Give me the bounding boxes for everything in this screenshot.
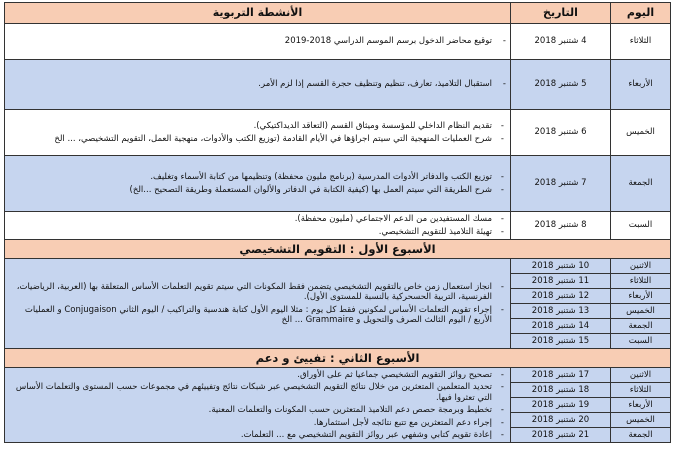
row-date: 15 شتنبر 2018 [511,334,611,349]
row-date: 10 شتنبر 2018 [511,259,611,274]
row-day: الجمعة [611,156,671,212]
week2-activities [5,368,511,443]
row-date: 6 شتنبر 2018 [511,110,611,156]
activity-item: - شرح العمليات المنهجية التي سيتم اجراؤها في الأيام القادمة (توزيع الكتب والأدوات، منهجية العمل، التقويم التشخيصي، ... الخ [9,133,492,146]
row-day: الخميس [611,413,671,428]
activity-item: - إجراء تقويم التعلمات الأساس لمكونين فقط كل يوم : مثلا اليوم الأول كتابة هندسية والتراكيب / اليوم الثاني Conjugaison و العمليات الأربع / اليوم الثالث الصرف والتحويل و Grammaire ... الخ [9,304,492,327]
row-day: السبت [611,334,671,349]
header-day: اليوم [611,3,671,24]
row-date: 21 شتنبر 2018 [511,428,611,443]
row-day: الخميس [611,304,671,319]
activity-item: - تهيئة التلاميذ للتقويم التشخيصي. [9,226,492,239]
row-date: 14 شتنبر 2018 [511,319,611,334]
row-date: 5 شتنبر 2018 [511,60,611,110]
row-date: 18 شتنبر 2018 [511,383,611,398]
row-day: الاثنين [611,259,671,274]
activity-item: - استقبال التلاميذ، تعارف، تنظيم وتنظيف حجرة القسم إذا لزم الأمر. [9,79,506,90]
row-activities [5,156,511,212]
week1-title: الأسبوع الأول : التقويم التشخيصي [5,240,671,259]
header-activities: الأنشطة التربوية [5,3,511,24]
activity-item: - توزيع الكتب والدفاتر الأدوات المدرسية (برنامج مليون محفظة) وتنظيمها من كتابة الأسماء وتغليف. [9,171,492,184]
row-activities [5,212,511,240]
activity-item: - انجاز استعمال زمن خاص بالتقويم التشخيصي يتضمن فقط المكونات التي سيتم تقويم التعلمات الأساس المتعلقة بها (العربية، الرياضيات، الفرنسية، التربية الحسحركية بالنسبة للمستوى الأول). [9,281,492,304]
table-header-row [5,3,671,24]
activity-item: - توقيع محاضر الدخول برسم الموسم الدراسي 2018-2019 [9,36,506,47]
row-date: 8 شتنبر 2018 [511,212,611,240]
row-date: 7 شتنبر 2018 [511,156,611,212]
row-date: 11 شتنبر 2018 [511,274,611,289]
week-section-header [5,240,671,259]
row-day: الخميس [611,110,671,156]
activity-item: - شرح الطريقة التي سيتم العمل بها (كيفية الكتابة في الدفاتر والألوان المستعملة وطريقة التصحيح ...الخ) [9,184,492,197]
activity-item: - إجراء دعم المتعثرين مع تتبع نتائجه لأجل استثمارها. [9,417,492,430]
row-day: الثلاثاء [611,274,671,289]
table-row [5,368,671,383]
row-day: الأربعاء [611,398,671,413]
activity-item: - إعادة تقويم كتابي وشفهي عبر روائز التقويم التشخيصي مع ... التعلمات. [9,429,492,442]
activity-item: - تخطيط وبرمجة حصص دعم التلاميذ المتعثرين حسب المكونات والتعلمات المعنية. [9,404,492,417]
row-day: الجمعة [611,319,671,334]
header-date: التاريخ [511,3,611,24]
row-date: 12 شتنبر 2018 [511,289,611,304]
row-day: الاثنين [611,368,671,383]
row-day: الجمعة [611,428,671,443]
week1-activities [5,259,511,349]
activity-item: - تصحيح روائز التقويم التشخيصي جماعيا ثم على الأوراق. [9,369,492,382]
row-day: الثلاثاء [611,24,671,60]
row-date: 13 شتنبر 2018 [511,304,611,319]
row-date: 4 شتنبر 2018 [511,24,611,60]
table-row [5,259,671,274]
row-activities [5,24,511,60]
week2-title: الأسبوع الثاني : تفييئ و دعم [5,349,671,368]
table-row [5,212,671,240]
row-day: السبت [611,212,671,240]
row-activities [5,60,511,110]
row-date: 20 شتنبر 2018 [511,413,611,428]
row-date: 17 شتنبر 2018 [511,368,611,383]
row-day: الثلاثاء [611,383,671,398]
row-day: الأربعاء [611,289,671,304]
table-row [5,60,671,110]
schedule-table [4,2,671,443]
row-day: الأربعاء [611,60,671,110]
activity-item: - مسك المستفيدين من الدعم الاجتماعي (مليون محفظة). [9,213,492,226]
activity-item: - تحديد المتعلمين المتعثرين من خلال نتائج التقويم التشخيصي عبر شبكات نتائج وتفييئهم في مجموعات حسب المستوى والتعلمات الأساس التي تعثروا فيها. [9,381,492,404]
table-row [5,110,671,156]
row-activities [5,110,511,156]
row-date: 19 شتنبر 2018 [511,398,611,413]
table-row [5,24,671,60]
week-section-header [5,349,671,368]
table-row [5,156,671,212]
activity-item: - تقديم النظام الداخلي للمؤسسة وميثاق القسم (التعاقد الديداكتيكي). [9,120,492,133]
